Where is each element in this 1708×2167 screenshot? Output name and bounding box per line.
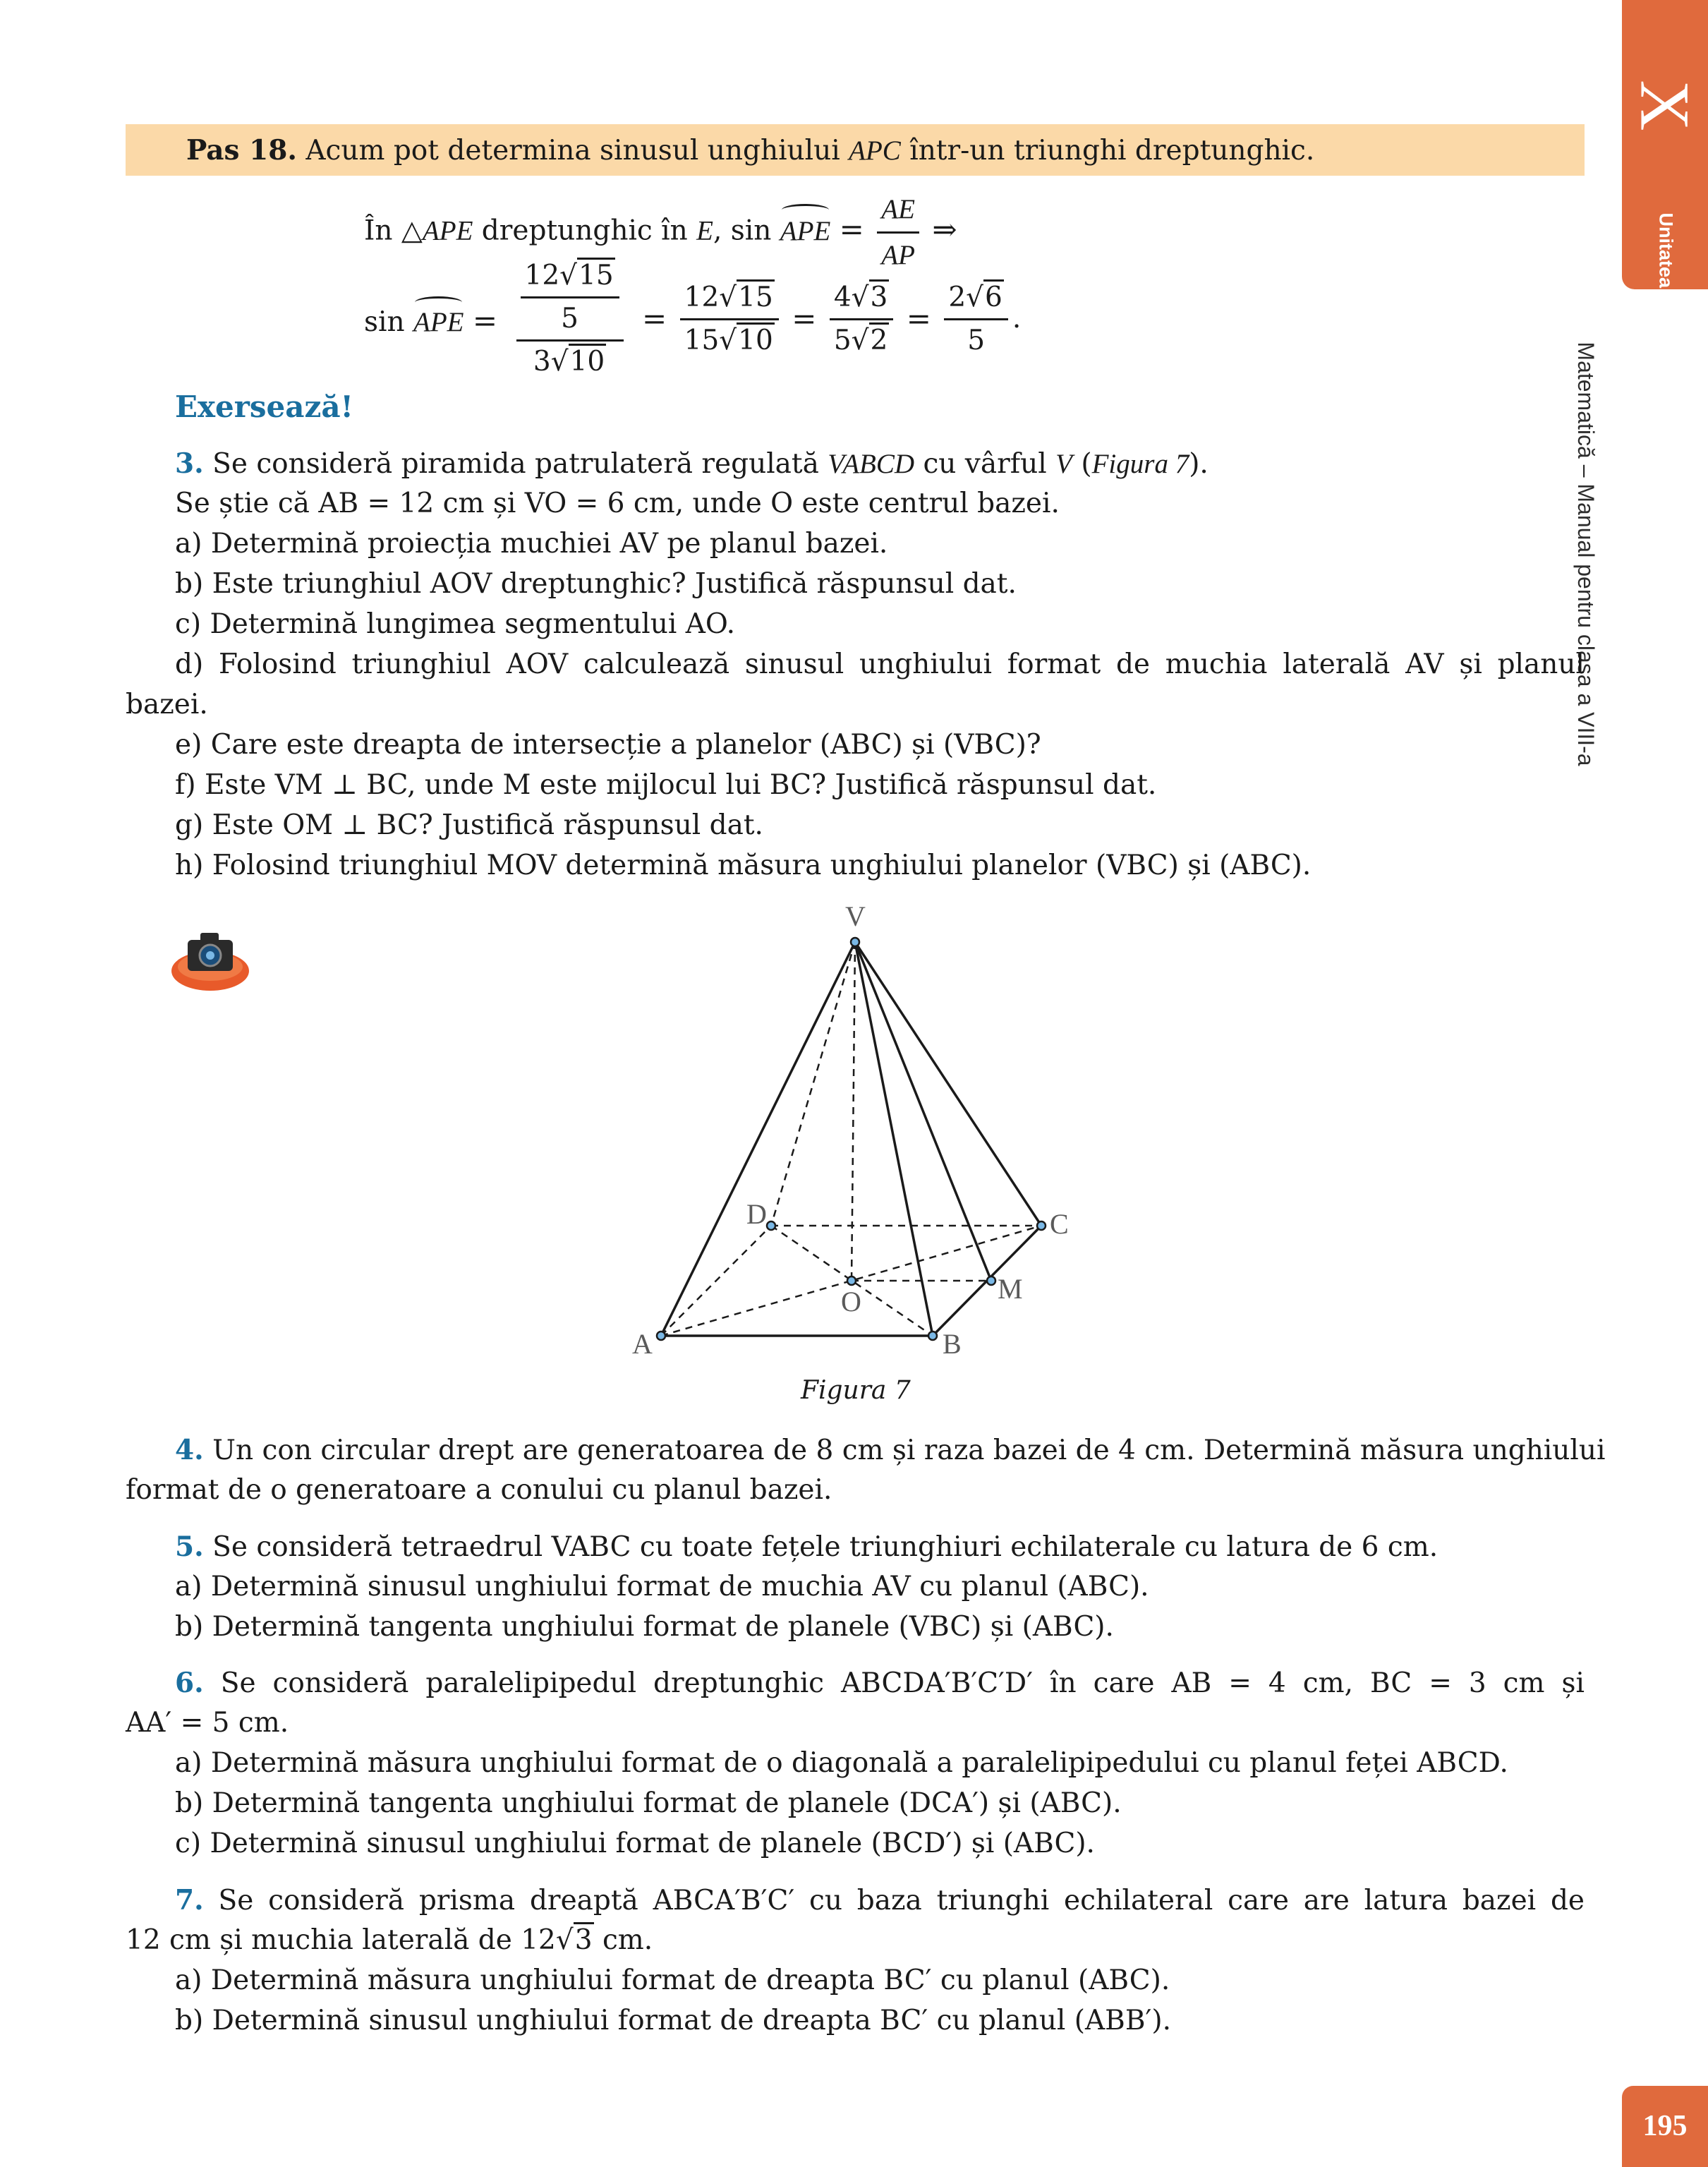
point-d xyxy=(767,1221,775,1230)
ex4-line-2: format de o generatoare a conului cu planul bazei. xyxy=(126,1474,832,1506)
ex3-h: h) Folosind triunghiul MOV determină măsura unghiului planelor (VBC) și (ABC). xyxy=(175,850,1312,881)
point-v xyxy=(851,938,859,946)
ex3-d-cont: bazei. xyxy=(126,689,208,720)
exercise-heading: Exersează! xyxy=(175,390,353,424)
ex7-a: a) Determină măsura unghiului format de dreapta BC′ cu planul (ABC). xyxy=(175,1964,1170,1996)
ex6-c: c) Determină sinusul unghiului format de planele (BCD′) și (ABC). xyxy=(175,1828,1095,1859)
label-d: D xyxy=(746,1198,767,1230)
unit-letter: X xyxy=(1625,80,1704,131)
pyramid-figure xyxy=(0,886,1199,1380)
ex3-g: g) Este OM ⊥ BC? Justifică răspunsul dat. xyxy=(175,809,763,841)
label-v: V xyxy=(845,900,866,932)
fraction-ae-ap: $\frac{AE}{AP}$ xyxy=(877,188,919,277)
compound-fraction: $\frac{\frac{12√15}{5}}{3√10}$ xyxy=(516,255,624,382)
label-b: B xyxy=(943,1328,962,1360)
ex4-line-1: 4. Un con circular drept are generatoarea de 8 cm și raza bazei de 4 cm. Determină măsura unghiului xyxy=(175,1434,1606,1466)
ex3-b: b) Este triunghiul AOV dreptunghic? Justifică răspunsul dat. xyxy=(175,568,1017,600)
point-c xyxy=(1037,1221,1046,1230)
ex5-a: a) Determină sinusul unghiului format de muchia AV cu planul (ABC). xyxy=(175,1571,1149,1602)
ex3-line-2: Se știe că AB = 12 cm și VO = 6 cm, unde O este centrul bazei. xyxy=(175,488,1060,519)
ex7-line-2: 12 cm și muchia laterală de 12√3 cm. xyxy=(126,1920,653,1961)
ex5-line-1: 5. Se consideră tetraedrul VABC cu toate fețele triunghiuri echilaterale cu latura de 6 cm. xyxy=(175,1531,1439,1563)
unit-tab xyxy=(1622,0,1708,289)
ex6-a: a) Determină măsura unghiului format de o diagonală a paralelipipedului cu planul feței ABCD. xyxy=(175,1747,1508,1779)
point-a xyxy=(657,1332,665,1340)
book-caption: Matematică – Manual pentru clasa a VIII-a xyxy=(1573,342,1599,766)
point-m xyxy=(987,1276,995,1285)
label-m: M xyxy=(998,1273,1023,1305)
ex5-b: b) Determină tangenta unghiului format de planele (VBC) și (ABC). xyxy=(175,1611,1114,1643)
label-a: A xyxy=(632,1328,653,1360)
ex6-line-2: AA′ = 5 cm. xyxy=(126,1707,289,1739)
step-label: Pas 18. xyxy=(186,134,297,167)
ex3-f: f) Este VM ⊥ BC, unde M este mijlocul lui BC? Justifică răspunsul dat. xyxy=(175,769,1157,801)
page-number: 195 xyxy=(1622,2086,1708,2167)
unit-label: Unitatea xyxy=(1655,212,1677,289)
ex3-d: d) Folosind triunghiul AOV calculează sinusul unghiului format de muchia laterală AV și planul xyxy=(175,648,1585,680)
figure-caption: Figura 7 xyxy=(801,1376,911,1405)
step-banner xyxy=(126,124,1585,176)
point-b xyxy=(928,1332,937,1340)
step-text: Pas 18. Acum pot determina sinusul unghiului APC într-un triunghi dreptunghic. xyxy=(186,134,1315,167)
ex6-line-1: 6. Se consideră paralelipipedul dreptunghic ABCDA′B′C′D′ în care AB = 4 cm, BC = 3 cm și xyxy=(175,1667,1585,1699)
edge-va xyxy=(661,942,855,1336)
ex3-a: a) Determină proiecția muchiei AV pe planul bazei. xyxy=(175,528,888,560)
label-c: C xyxy=(1050,1208,1069,1240)
height-vo xyxy=(852,942,855,1281)
ex3-line-1: 3. Se consideră piramida patrulateră regulată VABCD cu vârful V (Figura 7). xyxy=(175,447,1209,480)
ex7-line-1: 7. Se consideră prisma dreaptă ABCA′B′C′ cu baza triunghi echilateral care are latura bazei de xyxy=(175,1884,1585,1917)
edge-vm xyxy=(855,942,991,1281)
ex7-b: b) Determină sinusul unghiului format de dreapta BC′ cu planul (ABB′). xyxy=(175,2005,1171,2036)
ex3-e: e) Care este dreapta de intersecție a planelor (ABC) și (VBC)? xyxy=(175,729,1041,761)
label-o: O xyxy=(841,1286,861,1317)
point-o xyxy=(847,1276,856,1285)
formula-line-2: sin APE = $\frac{\frac{12√15}{5}}{3√10}$ = $\frac{12√15}{15√10}$ = $\frac{4√3}{5√2}$ = $\frac{2√6}{5}$ . xyxy=(364,255,1021,382)
formula-line-1: În △APE dreptunghic în E, sin APE = $\frac{AE}{AP}$ ⇒ xyxy=(364,188,957,277)
edge-vd xyxy=(771,942,855,1226)
ex3-c: c) Determină lungimea segmentului AO. xyxy=(175,608,736,640)
ex6-b: b) Determină tangenta unghiului format de planele (DCA′) și (ABC). xyxy=(175,1787,1122,1819)
